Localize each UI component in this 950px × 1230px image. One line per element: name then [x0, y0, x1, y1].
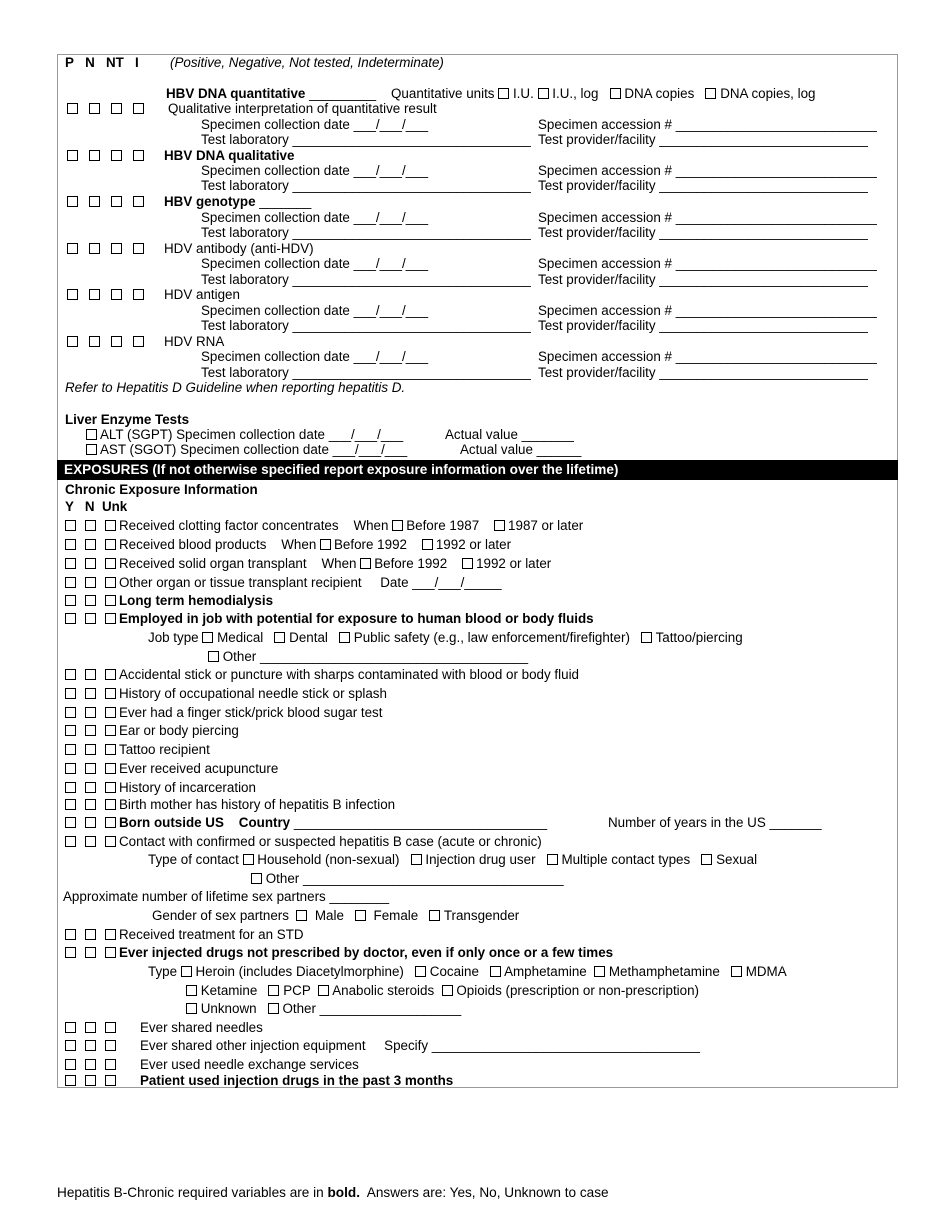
yes-checkbox[interactable] — [65, 613, 76, 624]
std-row: Received treatment for an STD — [65, 927, 304, 943]
yes-checkbox[interactable] — [65, 1059, 76, 1070]
no-checkbox[interactable] — [85, 763, 96, 774]
no-checkbox[interactable] — [85, 558, 96, 569]
unit-iu-checkbox[interactable] — [498, 88, 509, 99]
collection-date[interactable]: Specimen collection date ___/___/___ — [201, 210, 429, 225]
no-checkbox[interactable] — [85, 782, 96, 793]
drugs-row-3: Unknown Other ___________________ — [186, 1001, 461, 1017]
needle-row: History of occupational needle stick or splash — [65, 686, 387, 702]
n-checkbox[interactable] — [89, 196, 100, 207]
contact-row: Contact with confirmed or suspected hepatitis B case (acute or chronic) — [65, 834, 542, 850]
drug-other-checkbox[interactable] — [268, 1003, 279, 1014]
unk-checkbox[interactable] — [105, 1059, 116, 1070]
qual-interp-label: Qualitative interpretation of quantitative result — [168, 101, 437, 116]
no-checkbox[interactable] — [85, 947, 96, 958]
before-1992-checkbox[interactable] — [360, 558, 371, 569]
collection-date[interactable]: Specimen collection date ___/___/___ — [201, 349, 429, 364]
n-checkbox[interactable] — [89, 336, 100, 347]
drug-opioids-checkbox[interactable] — [442, 985, 453, 996]
drug-methamphetamine-checkbox[interactable] — [594, 966, 605, 977]
unk-checkbox[interactable] — [105, 539, 116, 550]
job-other-checkbox[interactable] — [208, 651, 219, 662]
unk-checkbox[interactable] — [105, 763, 116, 774]
drug-ketamine-checkbox[interactable] — [186, 985, 197, 996]
provider[interactable]: Test provider/facility ____________________________ — [538, 272, 868, 287]
yes-checkbox[interactable] — [65, 558, 76, 569]
sex-partners[interactable]: Approximate number of lifetime sex partners ________ — [63, 889, 390, 904]
born-outside-row: Born outside US Country __________________________________ — [65, 815, 547, 831]
unk-checkbox[interactable] — [105, 782, 116, 793]
before-1992-checkbox[interactable] — [320, 539, 331, 550]
finger-row: Ever had a finger stick/prick blood sugar test — [65, 705, 382, 721]
blood-row: Received blood products When Before 1992 1992 or later — [65, 537, 511, 553]
no-checkbox[interactable] — [85, 1059, 96, 1070]
i-checkbox[interactable] — [133, 103, 144, 114]
organ-row: Received solid organ transplant When Before 1992 1992 or later — [65, 556, 551, 572]
test-lab[interactable]: Test laboratory ________________________________ — [201, 225, 531, 240]
yn-header: Y N Unk — [65, 499, 128, 514]
other-organ-row: Other organ or tissue transplant recipient Date ___/___/_____ — [65, 575, 502, 591]
alt-checkbox[interactable] — [86, 429, 97, 440]
nt-checkbox[interactable] — [111, 243, 122, 254]
i-checkbox[interactable] — [133, 243, 144, 254]
clotting-row: Received clotting factor concentrates When Before 1987 1987 or later — [65, 518, 583, 534]
n-checkbox[interactable] — [89, 150, 100, 161]
test-lab[interactable]: Test laboratory ________________________________ — [201, 365, 531, 380]
after-1987-checkbox[interactable] — [494, 520, 505, 531]
past3-row: Patient used injection drugs in the past 3 months — [65, 1073, 453, 1089]
job-medical-checkbox[interactable] — [202, 632, 213, 643]
contact-idu-checkbox[interactable] — [411, 854, 422, 865]
drugs-row-2: Ketamine PCP Anabolic steroids Opioids (prescription or non-prescription) — [186, 983, 699, 999]
no-checkbox[interactable] — [85, 836, 96, 847]
yes-checkbox[interactable] — [65, 799, 76, 810]
test-lab[interactable]: Test laboratory ________________________________ — [201, 178, 531, 193]
no-checkbox[interactable] — [85, 1040, 96, 1051]
accession[interactable]: Specimen accession # ___________________________ — [538, 210, 877, 225]
yes-checkbox[interactable] — [65, 595, 76, 606]
injected-row: Ever injected drugs not prescribed by doctor, even if only once or a few times — [65, 945, 613, 961]
shared-needles-row: Ever shared needles — [65, 1020, 263, 1036]
after-1992-checkbox[interactable] — [462, 558, 473, 569]
hbv-genotype-checkboxes — [67, 194, 155, 210]
job-other-row: Other ____________________________________ — [208, 649, 528, 665]
footer-note: Hepatitis B-Chronic required variables are in bold. Answers are: Yes, No, Unknown to case — [57, 1185, 609, 1200]
hdv-antigen-label: HDV antigen — [164, 287, 240, 302]
hdv-antibody-checkboxes — [67, 241, 155, 257]
drug-cocaine-checkbox[interactable] — [415, 966, 426, 977]
unk-checkbox[interactable] — [105, 1075, 116, 1086]
unit-dna-copies-log-checkbox[interactable] — [705, 88, 716, 99]
nt-checkbox[interactable] — [111, 196, 122, 207]
no-checkbox[interactable] — [85, 595, 96, 606]
job-public-safety-checkbox[interactable] — [339, 632, 350, 643]
ast-row: AST (SGOT) Specimen collection date ___/___/___ — [86, 442, 407, 458]
contact-sexual-checkbox[interactable] — [701, 854, 712, 865]
accession[interactable]: Specimen accession # ___________________________ — [538, 117, 877, 132]
yes-checkbox[interactable] — [65, 688, 76, 699]
yes-checkbox[interactable] — [65, 707, 76, 718]
drug-steroids-checkbox[interactable] — [318, 985, 329, 996]
legend-codes: P N NT I — [65, 55, 139, 70]
provider[interactable]: Test provider/facility ____________________________ — [538, 225, 868, 240]
accession[interactable]: Specimen accession # ___________________________ — [538, 163, 877, 178]
nt-checkbox[interactable] — [111, 336, 122, 347]
hbv-genotype-label: HBV genotype _______ — [164, 194, 312, 209]
provider[interactable]: Test provider/facility ____________________________ — [538, 178, 868, 193]
unk-checkbox[interactable] — [105, 836, 116, 847]
n-checkbox[interactable] — [89, 103, 100, 114]
hdv-antigen-checkboxes — [67, 287, 155, 303]
legend-text: (Positive, Negative, Not tested, Indeterminate) — [170, 55, 444, 70]
hbv-dna-qual-label: HBV DNA qualitative — [164, 148, 295, 163]
acupuncture-row: Ever received acupuncture — [65, 761, 278, 777]
no-checkbox[interactable] — [85, 817, 96, 828]
yes-checkbox[interactable] — [65, 725, 76, 736]
no-checkbox[interactable] — [85, 707, 96, 718]
unk-checkbox[interactable] — [105, 520, 116, 531]
hbv-dna-qual-checkboxes — [67, 148, 155, 164]
tattoo-row: Tattoo recipient — [65, 742, 210, 758]
ast-value[interactable]: Actual value ______ — [460, 442, 582, 457]
p-checkbox[interactable] — [67, 243, 78, 254]
no-checkbox[interactable] — [85, 929, 96, 940]
needle-exchange-row: Ever used needle exchange services — [65, 1057, 359, 1073]
i-checkbox[interactable] — [133, 289, 144, 300]
before-1987-checkbox[interactable] — [392, 520, 403, 531]
gender-male-checkbox[interactable] — [296, 910, 307, 921]
liver-title: Liver Enzyme Tests — [65, 412, 190, 427]
incarceration-row: History of incarceration — [65, 780, 256, 796]
provider[interactable]: Test provider/facility ____________________________ — [538, 132, 868, 147]
hbv-dna-quant-checkboxes — [67, 101, 155, 117]
unk-checkbox[interactable] — [105, 669, 116, 680]
p-checkbox[interactable] — [67, 196, 78, 207]
collection-date[interactable]: Specimen collection date ___/___/___ — [201, 163, 429, 178]
yes-checkbox[interactable] — [65, 947, 76, 958]
p-checkbox[interactable] — [67, 150, 78, 161]
unit-iu-log-checkbox[interactable] — [538, 88, 549, 99]
p-checkbox[interactable] — [67, 336, 78, 347]
after-1992-checkbox[interactable] — [422, 539, 433, 550]
yes-checkbox[interactable] — [65, 1075, 76, 1086]
nt-checkbox[interactable] — [111, 150, 122, 161]
contact-type-row: Type of contact Household (non-sexual) Injection drug user Multiple contact types Sexual — [148, 852, 758, 867]
yes-checkbox[interactable] — [65, 1022, 76, 1033]
accession[interactable]: Specimen accession # ___________________________ — [538, 256, 877, 271]
hdv-note: Refer to Hepatitis D Guideline when reporting hepatitis D. — [65, 380, 406, 395]
yes-checkbox[interactable] — [65, 520, 76, 531]
yes-checkbox[interactable] — [65, 763, 76, 774]
yes-checkbox[interactable] — [65, 539, 76, 550]
shared-equipment-row: Ever shared other injection equipment Specify ____________________________________ — [65, 1038, 700, 1054]
unk-checkbox[interactable] — [105, 929, 116, 940]
contact-household-checkbox[interactable] — [243, 854, 254, 865]
drug-mdma-checkbox[interactable] — [731, 966, 742, 977]
yes-checkbox[interactable] — [65, 817, 76, 828]
job-tattoo-checkbox[interactable] — [641, 632, 652, 643]
drug-amphetamine-checkbox[interactable] — [490, 966, 501, 977]
collection-date[interactable]: Specimen collection date ___/___/___ — [201, 256, 429, 271]
collection-date[interactable]: Specimen collection date ___/___/___ — [201, 117, 429, 132]
i-checkbox[interactable] — [133, 196, 144, 207]
no-checkbox[interactable] — [85, 688, 96, 699]
collection-date[interactable]: Specimen collection date ___/___/___ — [201, 303, 429, 318]
job-dental-checkbox[interactable] — [274, 632, 285, 643]
job-type-row: Job type Medical Dental Public safety (e.g., law enforcement/firefighter) Tattoo/piercing — [148, 630, 743, 645]
no-checkbox[interactable] — [85, 1022, 96, 1033]
p-checkbox[interactable] — [67, 103, 78, 114]
drug-unknown-checkbox[interactable] — [186, 1003, 197, 1014]
hdv-rna-label: HDV RNA — [164, 334, 225, 349]
years-us[interactable]: Number of years in the US _______ — [608, 815, 822, 830]
provider[interactable]: Test provider/facility ____________________________ — [538, 365, 868, 380]
provider[interactable]: Test provider/facility ____________________________ — [538, 318, 868, 333]
unk-checkbox[interactable] — [105, 707, 116, 718]
accession[interactable]: Specimen accession # ___________________________ — [538, 303, 877, 318]
no-checkbox[interactable] — [85, 520, 96, 531]
hdv-rna-checkboxes — [67, 334, 155, 350]
gender-transgender-checkbox[interactable] — [429, 910, 440, 921]
unk-checkbox[interactable] — [105, 558, 116, 569]
employed-row: Employed in job with potential for exposure to human blood or body fluids — [65, 611, 594, 627]
hbv-dna-quant-row: HBV DNA quantitative _________ Quantitative units I.U. I.U., log DNA copies DNA copies, log — [166, 86, 816, 101]
unk-checkbox[interactable] — [105, 799, 116, 810]
test-lab[interactable]: Test laboratory ________________________________ — [201, 132, 531, 147]
unk-checkbox[interactable] — [105, 1040, 116, 1051]
yes-checkbox[interactable] — [65, 744, 76, 755]
drug-heroin-checkbox[interactable] — [181, 966, 192, 977]
accession[interactable]: Specimen accession # ___________________________ — [538, 349, 877, 364]
piercing-row: Ear or body piercing — [65, 723, 239, 739]
unk-checkbox[interactable] — [105, 595, 116, 606]
i-checkbox[interactable] — [133, 336, 144, 347]
test-lab[interactable]: Test laboratory ________________________________ — [201, 272, 531, 287]
alt-value[interactable]: Actual value _______ — [445, 427, 574, 442]
no-checkbox[interactable] — [85, 1075, 96, 1086]
unk-checkbox[interactable] — [105, 947, 116, 958]
unk-checkbox[interactable] — [105, 613, 116, 624]
gender-row: Gender of sex partners Male Female Transgender — [152, 908, 520, 923]
unk-checkbox[interactable] — [105, 744, 116, 755]
no-checkbox[interactable] — [85, 577, 96, 588]
no-checkbox[interactable] — [85, 669, 96, 680]
chronic-exposure-title: Chronic Exposure Information — [65, 482, 258, 497]
gender-female-checkbox[interactable] — [355, 910, 366, 921]
no-checkbox[interactable] — [85, 744, 96, 755]
nt-checkbox[interactable] — [111, 289, 122, 300]
hemodialysis-row: Long term hemodialysis — [65, 593, 273, 609]
yes-checkbox[interactable] — [65, 1040, 76, 1051]
drug-pcp-checkbox[interactable] — [268, 985, 279, 996]
n-checkbox[interactable] — [89, 243, 100, 254]
unk-checkbox[interactable] — [105, 725, 116, 736]
nt-checkbox[interactable] — [111, 103, 122, 114]
unk-checkbox[interactable] — [105, 1022, 116, 1033]
unit-dna-copies-checkbox[interactable] — [610, 88, 621, 99]
sharps-row: Accidental stick or puncture with sharps contaminated with blood or body fluid — [65, 667, 579, 683]
birth-mother-row: Birth mother has history of hepatitis B infection — [65, 797, 395, 813]
n-checkbox[interactable] — [89, 289, 100, 300]
p-checkbox[interactable] — [67, 289, 78, 300]
exposures-header: EXPOSURES (If not otherwise specified report exposure information over the lifetime) — [57, 460, 898, 480]
yes-checkbox[interactable] — [65, 577, 76, 588]
unk-checkbox[interactable] — [105, 817, 116, 828]
hdv-antibody-label: HDV antibody (anti-HDV) — [164, 241, 314, 256]
i-checkbox[interactable] — [133, 150, 144, 161]
yes-checkbox[interactable] — [65, 782, 76, 793]
test-lab[interactable]: Test laboratory ________________________________ — [201, 318, 531, 333]
alt-row: ALT (SGPT) Specimen collection date ___/___/___ — [86, 427, 403, 443]
unk-checkbox[interactable] — [105, 577, 116, 588]
no-checkbox[interactable] — [85, 613, 96, 624]
contact-multiple-checkbox[interactable] — [547, 854, 558, 865]
no-checkbox[interactable] — [85, 725, 96, 736]
no-checkbox[interactable] — [85, 799, 96, 810]
yes-checkbox[interactable] — [65, 929, 76, 940]
ast-checkbox[interactable] — [86, 444, 97, 455]
no-checkbox[interactable] — [85, 539, 96, 550]
contact-other-row: Other ___________________________________ — [251, 871, 564, 887]
drugs-row-1: Type Heroin (includes Diacetylmorphine) Cocaine Amphetamine Methamphetamine MDMA — [148, 964, 787, 979]
yes-checkbox[interactable] — [65, 669, 76, 680]
yes-checkbox[interactable] — [65, 836, 76, 847]
unk-checkbox[interactable] — [105, 688, 116, 699]
contact-other-checkbox[interactable] — [251, 873, 262, 884]
